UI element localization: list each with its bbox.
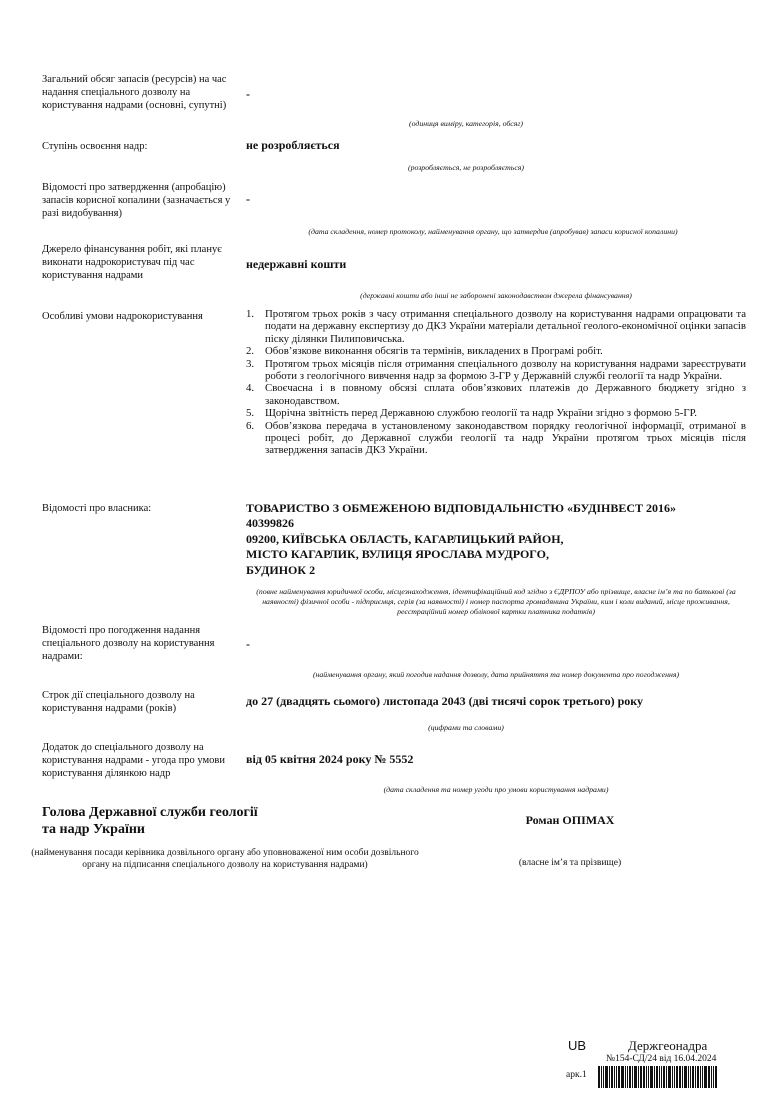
condition-item: 3. Протягом трьох місяців після отримання спеціального дозволу на користування надрами зареєструвати роботи з геологічного вивчення надр за формою 3-ГР у Державній службі геології та надр України. xyxy=(246,357,746,383)
annex-value: від 05 квітня 2024 року № 5552 xyxy=(246,752,414,766)
sheet-number: арк.1 xyxy=(566,1070,587,1080)
funding-value: недержавні кошти xyxy=(246,257,347,271)
form-series: UB xyxy=(568,1038,587,1053)
signer-position-note: (найменування посади керівника дозвільного органу або уповноваженої ним особи дозвільного органу на підписання спеціального дозволу на користування надрами) xyxy=(31,848,419,870)
owner-address-line: БУДИНОК 2 xyxy=(246,562,316,577)
annex-label: Додаток до спеціального дозволу на користування надрами - угода про умови користування ділянкою надр xyxy=(42,742,225,779)
condition-item: 5. Щорічна звітність перед Державною службою геології та надр України згідно з формою 5-ГР. xyxy=(246,407,697,420)
form-number: №154-СД/24 від 16.04.2024 xyxy=(606,1054,717,1064)
reserves-value: - xyxy=(246,87,250,101)
annex-note: (дата складення та номер угоди про умови користування надрами) xyxy=(383,785,609,794)
condition-item: 2. Обов’язкове виконання обсягів та термінів, викладених в Програмі робіт. xyxy=(246,345,603,358)
owner-address-line: МІСТО КАГАРЛИК, ВУЛИЦЯ ЯРОСЛАВА МУДРОГО, xyxy=(246,547,549,562)
condition-item: 1. Протягом трьох років з часу отримання спеціального дозволу на користування надрами опрацювати та подати на державну експертизу до ДКЗ України матеріали детальної геолого-економічної оцінки запасів піску ділянки Пилиповичська. xyxy=(246,308,746,345)
signer-position: Голова Державної служби геології та надр України xyxy=(42,805,258,837)
condition-item: 4. Своєчасна і в повному обсязі сплата обов’язкових платежів до Державного бюджету згідно з законодавством. xyxy=(246,382,746,407)
owner-code: 40399826 xyxy=(246,516,294,531)
development-degree-note: (розробляється, не розробляється) xyxy=(407,163,525,172)
reserves-label: Загальний обсяг запасів (ресурсів) на час надання спеціального дозволу на користування надрами (основні, супутні) xyxy=(42,74,227,111)
signer-name: Роман ОПІМАХ xyxy=(525,813,615,827)
approval-label: Відомості про затвердження (апробацію) запасів корисної копалини (зазначається у разі видобування) xyxy=(42,182,231,219)
owner-label: Відомості про власника: xyxy=(42,503,152,514)
term-value: до 27 (двадцять сьомого) листопада 2043 (дві тисячі сорок третього) року xyxy=(246,694,644,708)
funding-note: (державні кошти або інші не заборонені законодавством джерела фінансування) xyxy=(360,291,632,300)
condition-item: 6. Обов’язкова передача в установленому законодавством порядку геологічної інформації, отриманої в процесі робіт, до Державної служби геології та надр України протягом трьох місяців після затвердження запасів ДКЗ України. xyxy=(246,419,746,457)
reserves-note: (одиниця виміру, категорія, обсяг) xyxy=(409,119,523,128)
term-note: (цифрами та словами) xyxy=(428,723,504,732)
agreement-value: - xyxy=(246,637,250,651)
development-degree-label: Ступінь освоєння надр: xyxy=(42,141,148,152)
signer-name-note: (власне ім’я та прізвище) xyxy=(518,858,622,868)
conditions-list xyxy=(246,308,746,457)
owner-details xyxy=(246,501,746,578)
approval-value: - xyxy=(246,192,250,206)
agreement-note: (найменування органу, який погодив надання дозволу, дата прийняття та номер документа про погодження) xyxy=(312,670,680,679)
agreement-label: Відомості про погодження надання спеціального дозволу на користування надрами: xyxy=(42,625,215,662)
term-label: Строк дії спеціального дозволу на користування надрами (років) xyxy=(42,690,195,714)
owner-note: (повне найменування юридичної особи, місцезнаходження, ідентифікаційний код згідно з ЄДРПОУ або прізвище, власне ім’я та по батькові (за наявності) фізичної особи - підприємця, серія (за наявності) і номер паспорта громадянина України, ким і коли виданий, місце проживання, реєстраційний номер облікової картки платника податків) xyxy=(256,587,736,616)
development-degree-value: не розробляється xyxy=(246,138,340,152)
barcode xyxy=(598,1066,758,1088)
form-issuer: Держгеонадра xyxy=(628,1038,708,1053)
owner-name: ТОВАРИСТВО З ОБМЕЖЕНОЮ ВІДПОВІДАЛЬНІСТЮ «БУДІНВЕСТ 2016» xyxy=(246,501,677,515)
conditions-label: Особливі умови надрокористування xyxy=(42,311,203,322)
funding-label: Джерело фінансування робіт, які планує виконати надрокористувач під час користування надрами xyxy=(42,244,222,281)
owner-address-line: 09200, КИЇВСЬКА ОБЛАСТЬ, КАГАРЛИЦЬКИЙ РАЙОН, xyxy=(246,531,564,546)
approval-note: (дата складення, номер протоколу, найменування органу, що затвердив (апробував) запаси корисної копалини) xyxy=(308,227,678,236)
